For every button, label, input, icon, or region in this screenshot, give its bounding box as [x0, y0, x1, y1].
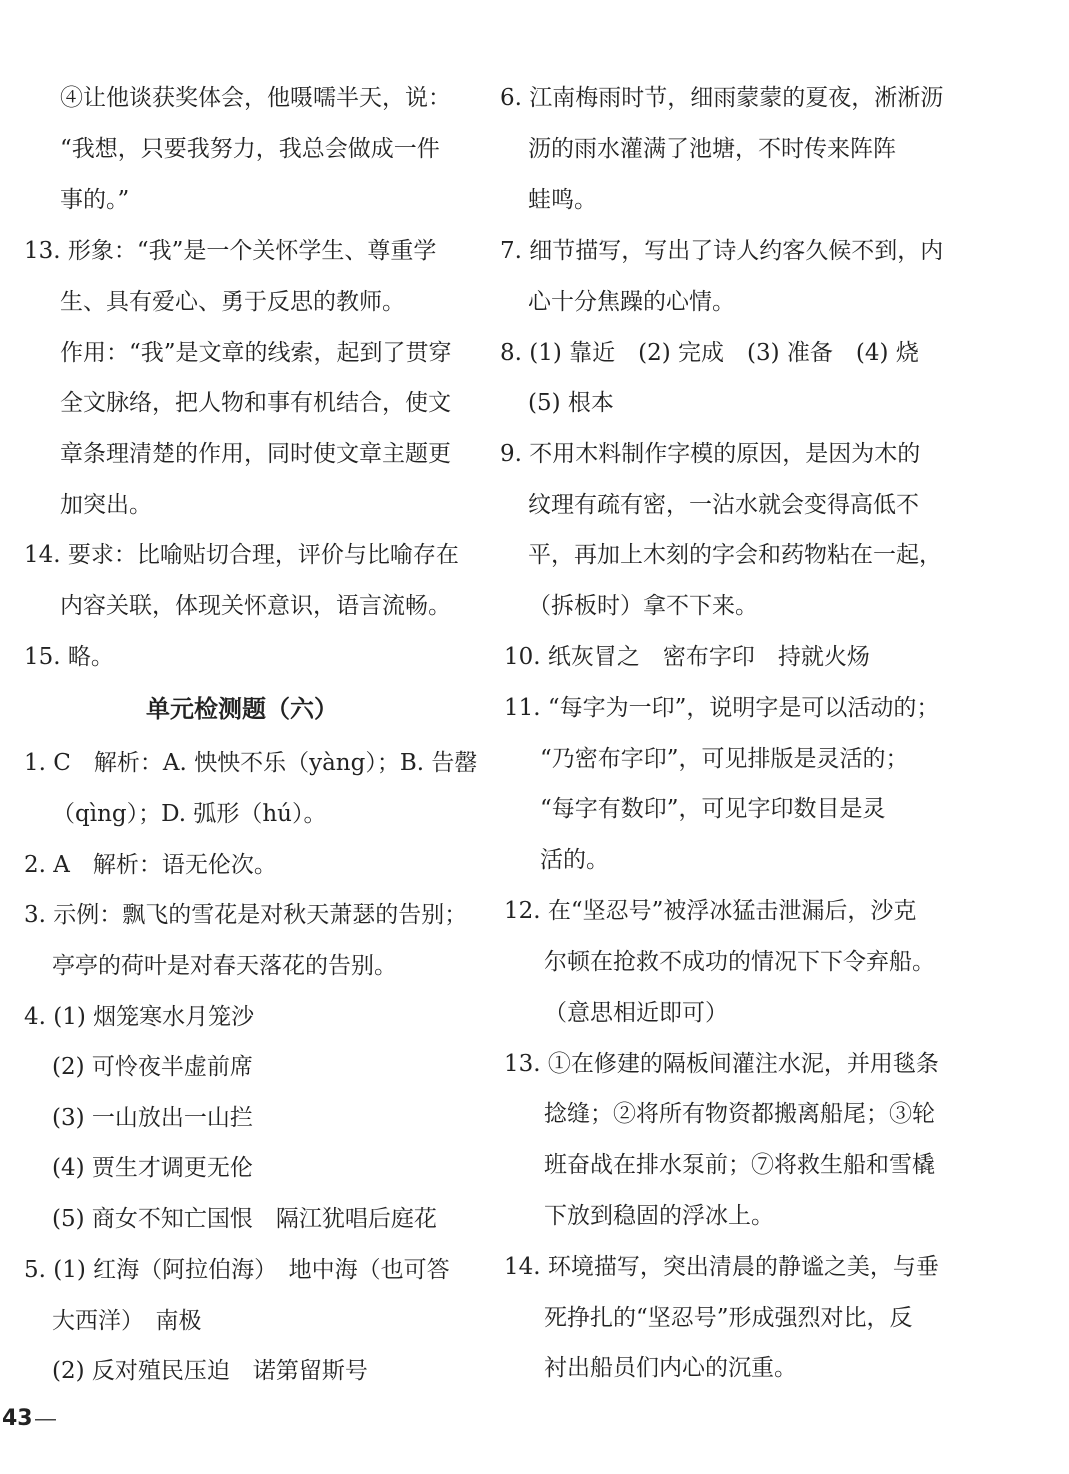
- right-answer-14-line-2: 死挣扎的“坚忍号”形成强烈对比，反: [544, 1305, 913, 1331]
- answer-15: 15. 略。: [24, 644, 114, 670]
- answer-3-line-2: 亭亭的荷叶是对春天落花的告别。: [52, 953, 397, 979]
- left-line-3: 事的。”: [60, 187, 130, 213]
- right-answer-10: 10. 纸灰冒之 密布字印 持就火炀: [504, 644, 870, 670]
- right-answer-9-line-4: （拆板时）拿不下来。: [528, 593, 758, 619]
- answer-2: 2. A 解析：语无伦次。: [24, 852, 277, 878]
- right-answer-13-line-4: 下放到稳固的浮冰上。: [544, 1203, 774, 1229]
- right-answer-12-line-1: 12. 在“坚忍号”被浮冰猛击泄漏后，沙克: [504, 898, 917, 924]
- right-answer-13-line-1: 13. ①在修建的隔板间灌注水泥，并用毯条: [504, 1051, 939, 1077]
- answer-4-line-3: (3) 一山放出一山拦: [52, 1105, 253, 1131]
- right-answer-11-line-4: 活的。: [540, 847, 609, 873]
- right-answer-8-line-1: 8. (1) 靠近 (2) 完成 (3) 准备 (4) 烧: [500, 340, 919, 366]
- left-line-1: ④让他谈获奖体会，他嗫嚅半天，说：: [60, 85, 451, 111]
- answer-13-line-6: 加突出。: [60, 492, 152, 518]
- right-answer-6-line-3: 蛙鸣。: [528, 187, 597, 213]
- page-number-dash: —: [34, 1406, 57, 1432]
- right-answer-6-line-1: 6. 江南梅雨时节，细雨蒙蒙的夏夜，淅淅沥: [500, 85, 944, 111]
- answer-4-line-4: (4) 贾生才调更无伦: [52, 1155, 253, 1181]
- right-answer-13-line-3: 班奋战在排水泵前；⑦将救生船和雪橇: [544, 1152, 935, 1178]
- answer-1-line-2: （qìng）；D. 弧形（hú）。: [52, 801, 327, 827]
- answer-13-line-1: 13. 形象：“我”是一个关怀学生、尊重学: [24, 238, 437, 264]
- answer-4-line-2: (2) 可怜夜半虚前席: [52, 1054, 253, 1080]
- answer-3-line-1: 3. 示例：飘飞的雪花是对秋天萧瑟的告别；: [24, 902, 468, 928]
- right-answer-13-line-2: 捻缝；②将所有物资都搬离船尾；③轮: [544, 1101, 935, 1127]
- answer-5-line-3: (2) 反对殖民压迫 诺第留斯号: [52, 1358, 368, 1384]
- answer-13-line-3: 作用：“我”是文章的线索，起到了贯穿: [60, 340, 452, 366]
- right-answer-14-line-3: 衬出船员们内心的沉重。: [544, 1355, 797, 1381]
- right-answer-14-line-1: 14. 环境描写，突出清晨的静谧之美，与垂: [504, 1254, 939, 1280]
- right-answer-6-line-2: 沥的雨水灌满了池塘，不时传来阵阵: [528, 136, 896, 162]
- right-answer-7-line-2: 心十分焦躁的心情。: [528, 289, 735, 315]
- answer-13-line-5: 章条理清楚的作用，同时使文章主题更: [60, 441, 451, 467]
- right-answer-11-line-1: 11. “每字为一印”，说明字是可以活动的；: [504, 695, 940, 721]
- right-answer-12-line-3: （意思相近即可）: [544, 1000, 728, 1026]
- right-answer-11-line-3: “每字有数印”，可见字印数目是灵: [540, 796, 886, 822]
- right-answer-7-line-1: 7. 细节描写，写出了诗人约客久候不到，内: [500, 238, 944, 264]
- right-answer-8-line-2: (5) 根本: [528, 390, 614, 416]
- right-answer-9-line-3: 平，再加上木刻的字会和药物粘在一起，: [528, 542, 942, 568]
- answer-14-line-1: 14. 要求：比喻贴切合理，评价与比喻存在: [24, 542, 459, 568]
- answer-4-line-1: 4. (1) 烟笼寒水月笼沙: [24, 1004, 255, 1030]
- answer-13-line-4: 全文脉络，把人物和事有机结合，使文: [60, 390, 451, 416]
- answer-5-line-2: 大西洋） 南极: [52, 1308, 202, 1334]
- section-title: 单元检测题（六）: [146, 695, 338, 723]
- right-answer-11-line-2: “乃密布字印”，可见排版是灵活的；: [540, 746, 909, 772]
- answer-1-line-1: 1. C 解析：A. 怏怏不乐（yàng）；B. 告罄: [24, 750, 478, 776]
- answer-4-line-5: (5) 商女不知亡国恨 隔江犹唱后庭花: [52, 1206, 437, 1232]
- right-answer-12-line-2: 尔顿在抢救不成功的情况下下令弃船。: [544, 949, 935, 975]
- answer-13-line-2: 生、具有爱心、勇于反思的教师。: [60, 289, 405, 315]
- right-answer-9-line-2: 纹理有疏有密，一沾水就会变得高低不: [528, 492, 919, 518]
- answer-5-line-1: 5. (1) 红海（阿拉伯海） 地中海（也可答: [24, 1257, 450, 1283]
- left-line-2: “我想，只要我努力，我总会做成一件: [60, 136, 440, 162]
- right-answer-9-line-1: 9. 不用木料制作字模的原因，是因为木的: [500, 441, 921, 467]
- answer-14-line-2: 内容关联，体现关怀意识，语言流畅。: [60, 593, 451, 619]
- page-number: 43: [2, 1406, 33, 1431]
